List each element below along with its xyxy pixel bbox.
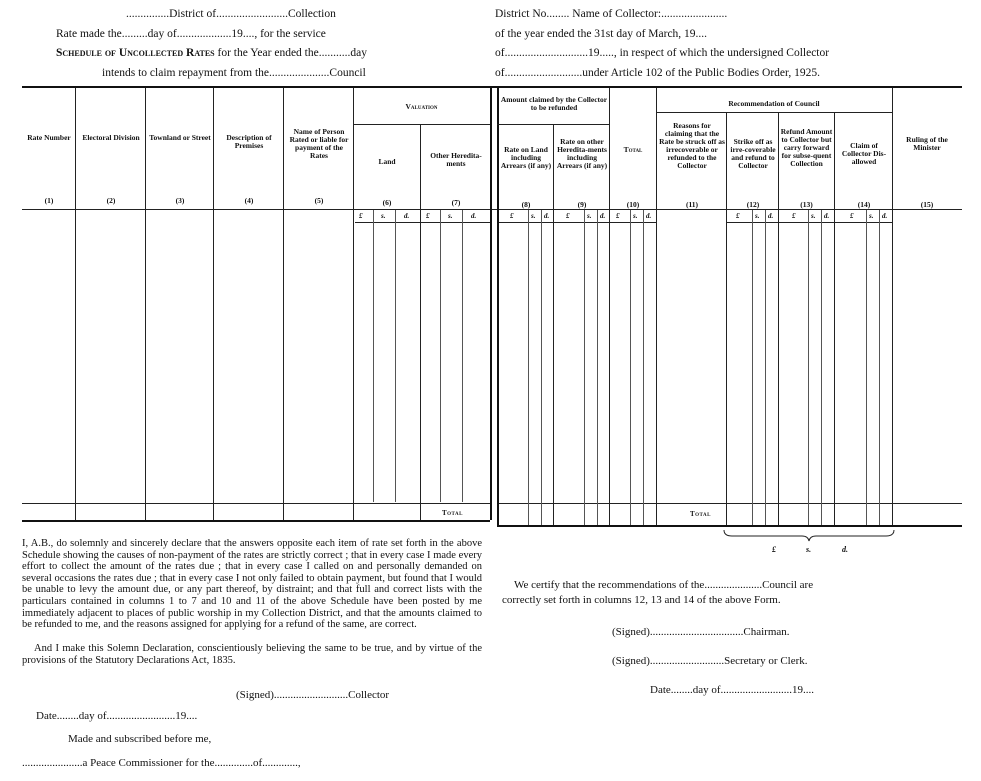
cert-lsd-shilling: s. (806, 545, 812, 554)
declaration-made-before: Made and subscribed before me, (68, 733, 212, 745)
group-amount-claimed: Amount claimed by the Collector to be refunded (500, 95, 608, 112)
col-header-5: Name of Person Rated or liable for payment of the Rates (289, 127, 349, 160)
total-brace (722, 528, 896, 542)
col-num-14: (14) (857, 200, 871, 209)
declaration-date: Date........day of.........................19.... (36, 710, 198, 722)
header-line1-left: ...............District of.........................Collection (126, 8, 336, 20)
col-header-2: Electoral Division (82, 133, 140, 142)
col-header-8: Rate on Land including Arrears (if any) (500, 145, 552, 170)
header-line2-right: of the year ended the 31st day of March, 19.... (495, 28, 708, 40)
declaration-commissioner: ......................a Peace Commissioner for the..............of............., (22, 757, 301, 769)
col-header-1: Rate Number (27, 133, 71, 142)
header-line4-left: intends to claim repayment from the.....................Council (102, 67, 366, 79)
col-header-15: Ruling of the Minister (906, 135, 948, 152)
total-label-left: Total (442, 509, 463, 517)
col-num-4: (4) (244, 196, 254, 205)
col-header-10: Total (623, 145, 643, 154)
col-header-12: Strike off as irre-coverable and refund to Collector (730, 137, 776, 170)
certification-chairman: (Signed)..................................Chairman. (612, 626, 790, 638)
declaration-signed: (Signed)...........................Collector (236, 689, 390, 701)
col-num-11: (11) (685, 200, 699, 209)
declaration-text-2: And I make this Solemn Declaration, conscientiously believing the same to be true, and by virtue of the provisions of the Statutory Declarations Act, 1835. (22, 643, 482, 666)
declaration-text: I, A.B., do solemnly and sincerely declare that the answers opposite each item of rate set forth in the above Schedule showing the causes of non-payment of the rates are strictly correct ; that in every case I made every effort to collect the amount of the rates due ; that in every case I called on and personally demanded on several occasions the rates due ; that in every case I not only failed to obtain payment, but found that I would be unable to levy the amount due, or any part thereof, by distraint; and that full and correct lists with the particulars contained in columns 1 to 7 and 10 and 11 of the above Schedule have been posted by me immediately adjacent to places of public worship in my Collection District, and that the amounts claimed to be refunded to me, and the reasons assigned for applying for a refund of the same, are correct. (22, 538, 482, 631)
col-num-8: (8) (521, 200, 531, 209)
header-line1-right: District No........ Name of Collector:....................... (495, 8, 728, 20)
col-header-13: Refund Amount to Collector but carry forward for subse-quent Collection (780, 127, 833, 168)
schedule-title-rest: for the Year ended the...........day (217, 47, 367, 59)
col-num-13: (13) (800, 200, 813, 209)
group-recommendation: Recommendation of Council (728, 99, 820, 108)
col-num-1: (1) (44, 196, 54, 205)
certification-text1: We certify that the recommendations of the.....................Council are (514, 579, 814, 591)
col-header-3: Townland or Street (149, 133, 211, 142)
cert-lsd-pence: d. (842, 545, 848, 554)
col-header-11: Reasons for claiming that the Rate be struck off as irrecoverable or refunded to the Collector (659, 121, 725, 170)
col-num-5: (5) (314, 196, 324, 205)
header-line3-left (56, 47, 367, 59)
col-num-9: (9) (577, 200, 587, 209)
col-num-7: (7) (451, 198, 461, 207)
col-num-3: (3) (175, 196, 185, 205)
col-num-12: (12) (746, 200, 760, 209)
col-num-2: (2) (106, 196, 116, 205)
col-header-4: Description of Premises (226, 133, 272, 150)
certification-date: Date........day of..........................19.... (650, 684, 815, 696)
col-num-6: (6) (382, 198, 392, 207)
col-header-7: Other Heredita-ments (430, 151, 482, 168)
header-line4-right: of...........................under Article 102 of the Public Bodies Order, 1925. (495, 67, 821, 79)
cert-lsd-pound: £ (772, 545, 776, 554)
header-line2-left: Rate made the.........day of...................19...., for the service (56, 28, 326, 40)
certification-text2: correctly set forth in columns 12, 13 and 14 of the above Form. (502, 594, 781, 606)
schedule-title: Schedule of Uncollected Rates (56, 47, 215, 59)
total-label-right: Total (690, 510, 711, 518)
col-header-9: Rate on other Heredita-ments including Arrears (if any) (556, 137, 608, 170)
col-num-10: (10) (626, 200, 640, 209)
col-num-15: (15) (920, 200, 934, 209)
col-header-6: Land (378, 157, 396, 166)
col-header-14: Claim of Collector Dis-allowed (841, 141, 887, 166)
group-valuation: Valuation (405, 102, 438, 111)
certification-secretary: (Signed)...........................Secretary or Clerk. (612, 655, 808, 667)
header-line3-right: of.............................19....., in respect of which the undersigned Collector (495, 47, 830, 59)
